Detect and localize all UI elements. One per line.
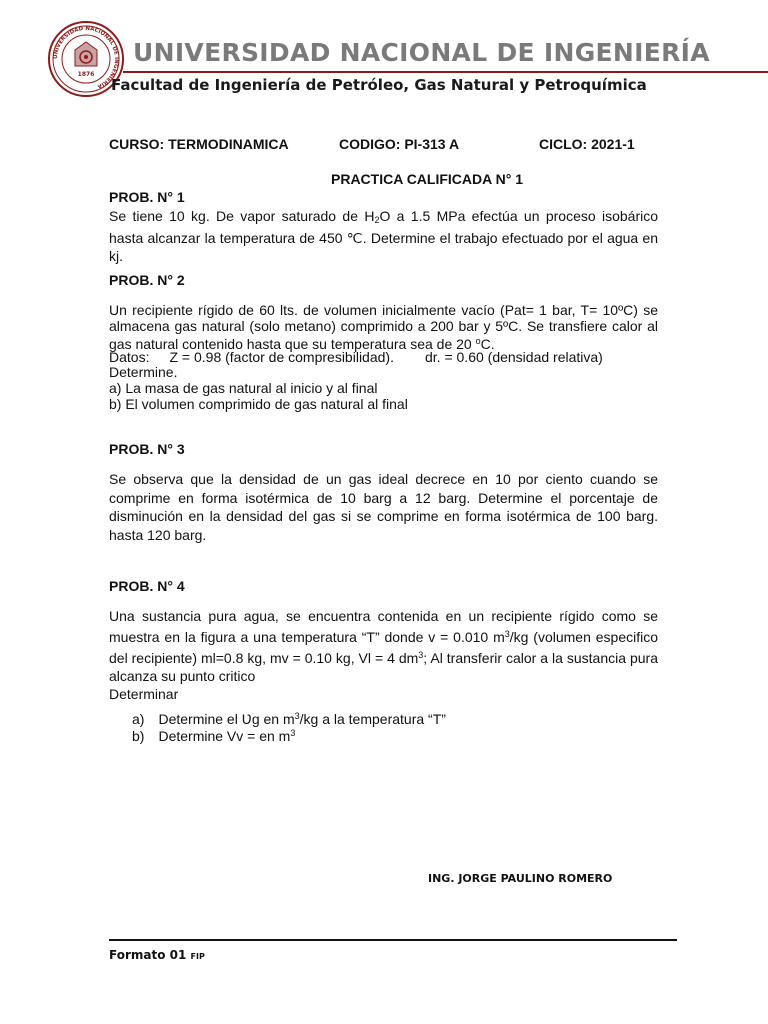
seal-year-text: 1876 — [77, 71, 95, 78]
problem-4-option-b: b) Determine Vv = en $m^3$ — [132, 728, 296, 744]
seal-ring-text: UNIVERSIDAD NACIONAL DE INGENIERIA — [52, 25, 120, 90]
problem-4-text: Una sustancia pura agua, se encuentra contenida en un recipiente rígido como se muestra en la figura a una temperatura “T” donde v = 0.010 $m^3/kg$ (volumen especifico del recipiente) ml=0.8 kg, mv = 0.10 kg, Vl = 4 $dm^3$; Al transferir calor a la sustancia pura alcanza su punto critico — [109, 608, 659, 684]
problem-2-item-a: a) La masa de gas natural al inicio y al final — [109, 380, 378, 396]
problem-2-datos-dr: dr. = 0.60 (densidad relativa) — [425, 349, 603, 365]
signature-name: ING. JORGE PAULINO ROMERO — [428, 872, 613, 885]
problem-2-text: Un recipiente rígido de 60 lts. de volumen inicialmente vacío (Pat= 1 bar, T= 10ºC) se almacena gas natural (solo metano) comprimido a 200 bar y 5ºC. Se transfiere calor al gas natural contenido hasta que su temperatura sea de 20 $^o$C. — [109, 302, 658, 352]
footer-format: Formato 01 FIP — [109, 948, 205, 962]
code-label: CODIGO: PI-313 A — [339, 136, 460, 152]
problem-3-text: Se observa que la densidad de un gas ideal decrece en 10 por ciento cuando se comprime en forma isotérmica de 10 barg a 12 barg. Determine el porcentaje de disminución en la densidad del gas si se comprime en forma isotérmica de 100 barg. hasta 120 barg. — [109, 471, 658, 543]
faculty-name: Facultad de Ingeniería de Petróleo, Gas Natural y Petroquímica — [111, 76, 647, 94]
university-name: UNIVERSIDAD NACIONAL DE INGENIERÍA — [133, 38, 710, 67]
cycle-label: CICLO: 2021-1 — [539, 136, 635, 152]
exam-title: PRACTICA CALIFICADA N° 1 — [331, 171, 524, 187]
problem-2-title: PROB. N° 2 — [109, 272, 185, 288]
problem-2-item-b: b) El volumen comprimido de gas natural al final — [109, 396, 408, 412]
course-label: CURSO: TERMODINAMICA — [109, 136, 289, 152]
problem-3-title: PROB. N° 3 — [109, 441, 185, 457]
problem-1-text: Se tiene 10 kg. De vapor saturado de $H_2O$ a 1.5 MPa efectúa un proceso isobárico hasta alcanzar la temperatura de 450 ℃. Determine el trabajo efectuado por el agua en kj. — [109, 208, 658, 264]
problem-1-title: PROB. N° 1 — [109, 189, 185, 205]
footer-divider — [109, 939, 677, 941]
problem-2-datos: Datos: Z = 0.98 (factor de compresibilidad). — [109, 349, 394, 365]
problem-2-determine: Determine. — [109, 364, 178, 380]
problem-4-option-a: a) Determine el Ʋg en $m^3/kg$ a la temperatura “T” — [132, 711, 446, 727]
header-divider — [123, 71, 768, 73]
problem-4-determinar: Determinar — [109, 686, 179, 702]
problem-4-title: PROB. N° 4 — [109, 578, 185, 594]
